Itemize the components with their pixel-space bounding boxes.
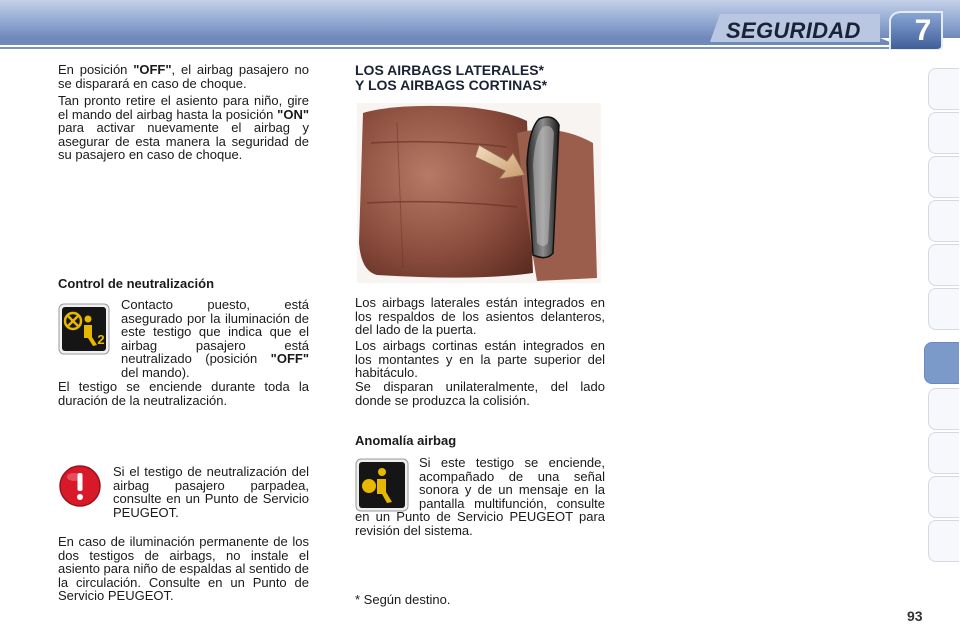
airbag-on-paragraph: Tan pronto retire el asiento para niño, gire el mando del airbag hasta la posición "ON" para activar nuevamente el airbag y asegurar de esta manera la seguridad de su pasajero en caso de choque. bbox=[58, 93, 309, 163]
chapter-tab[interactable] bbox=[928, 476, 959, 518]
control-heading: Control de neutralización bbox=[58, 276, 215, 291]
permanent-light-paragraph: En caso de iluminación permanente de los dos testigos de airbags, no instale el asiento para niño de espaldas al sentido de la circulación. Consulte en un Punto de Servicio PEUGEOT. bbox=[58, 534, 309, 604]
control-paragraph: Contacto puesto, está asegurado por la iluminación de este testigo que indica que el airbag pasajero está neutralizado (posición "OFF" del mando). bbox=[121, 297, 309, 380]
warning-exclamation-icon bbox=[58, 462, 102, 510]
seat-airbag-photo bbox=[357, 103, 601, 283]
chapter-tabs bbox=[928, 68, 960, 576]
chapter-tab[interactable] bbox=[928, 288, 959, 330]
chapter-tab[interactable] bbox=[928, 200, 959, 242]
svg-text:2: 2 bbox=[97, 332, 105, 347]
airbag-off-indicator-icon bbox=[58, 303, 110, 355]
deploy-paragraph: Se disparan unilateralmente, del lado donde se produzca la colisión. bbox=[355, 379, 605, 408]
chapter-tab[interactable] bbox=[928, 68, 959, 110]
control-duration-paragraph: El testigo se enciende durante toda la duración de la neutralización. bbox=[58, 379, 309, 408]
anomaly-paragraph-part1: Si este testigo se enciende, acompañado de una señal sonora y de un mensaje en la pantalla multifunción, consulte en un Punto de Servicio PEUGEOT para revisión del sistema. bbox=[355, 455, 605, 538]
icon-float-spacer bbox=[355, 456, 419, 510]
chapter-tab[interactable] bbox=[928, 156, 959, 198]
chapter-tab[interactable] bbox=[928, 112, 959, 154]
airbag-off-paragraph: En posición "OFF", el airbag pasajero no se disparará en caso de choque. bbox=[58, 62, 309, 91]
section-title: SEGURIDAD bbox=[726, 18, 861, 43]
chapter-tab[interactable] bbox=[928, 520, 959, 562]
page-header bbox=[0, 0, 960, 50]
chapter-tab[interactable] bbox=[928, 244, 959, 286]
lateral-airbags-paragraph: Los airbags laterales están integrados en los respaldos de los asientos delanteros, del lado de la puerta. bbox=[355, 295, 605, 338]
warning-paragraph: Si el testigo de neutralización del airbag pasajero parpadea, consulte en un Punto de Servicio PEUGEOT. bbox=[113, 464, 309, 520]
chapter-tab[interactable] bbox=[928, 388, 959, 430]
chapter-tab-active[interactable] bbox=[924, 342, 959, 384]
chapter-tab[interactable] bbox=[928, 432, 959, 474]
chapter-number: 7 bbox=[914, 14, 932, 47]
footnote: * Según destino. bbox=[355, 592, 451, 607]
curtain-airbags-paragraph: Los airbags cortinas están integrados en los montantes y en la parte superior del habitáculo. bbox=[355, 338, 605, 381]
page-number: 93 bbox=[907, 608, 923, 624]
anomaly-heading: Anomalía airbag bbox=[355, 433, 457, 448]
lateral-airbags-heading: LOS AIRBAGS LATERALES* Y LOS AIRBAGS CORTINAS* bbox=[355, 62, 548, 93]
